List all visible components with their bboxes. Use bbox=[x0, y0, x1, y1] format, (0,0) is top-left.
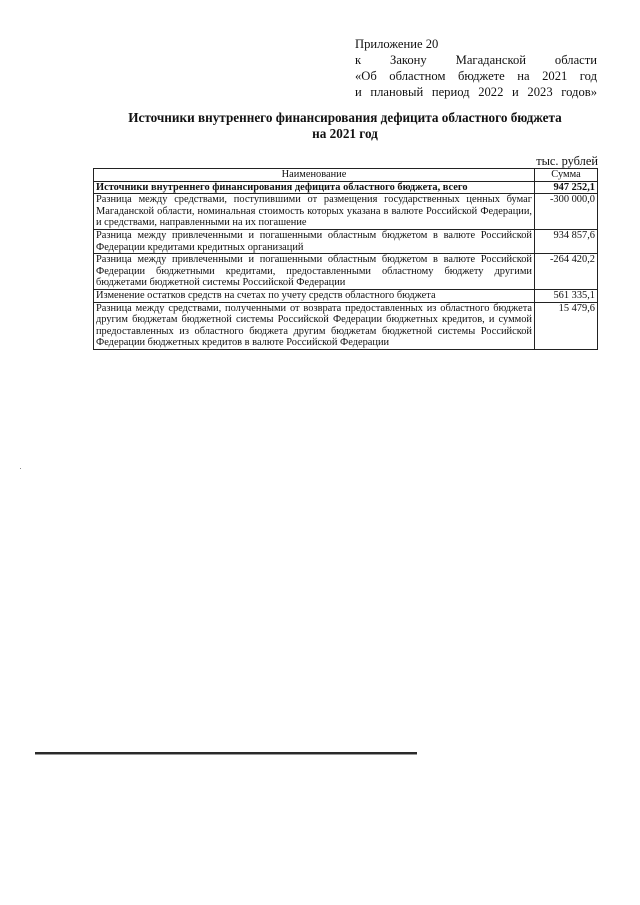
header-name: Наименование bbox=[94, 169, 535, 182]
footer-rule-shadow bbox=[35, 754, 417, 755]
row-name: Изменение остатков средств на счетах по учету средств областного бюджета bbox=[94, 289, 535, 302]
table-header-row bbox=[94, 169, 598, 182]
row-name: Разница между привлеченными и погашенными областным бюджетом в валюте Российской Федерации кредитами кредитных организаций bbox=[94, 229, 535, 253]
title-line-2: на 2021 год bbox=[312, 126, 378, 141]
scan-speck bbox=[20, 468, 21, 469]
row-name: Разница между привлеченными и погашенными областным бюджетом в валюте Российской Федерации бюджетными кредитами, предоставленными областному бюджету другими бюджетами бюджетной системы Российской Федерации bbox=[94, 254, 535, 290]
appendix-law-period: и плановый период 2022 и 2023 годов» bbox=[355, 85, 597, 99]
table-row bbox=[94, 181, 598, 194]
table-row bbox=[94, 194, 598, 230]
row-sum: 15 479,6 bbox=[535, 302, 598, 349]
financing-sources-table bbox=[93, 168, 598, 350]
appendix-law-title: «Об областном бюджете на 2021 год bbox=[355, 69, 597, 83]
table-row bbox=[94, 289, 598, 302]
row-name: Источники внутреннего финансирования дефицита областного бюджета, всего bbox=[94, 181, 535, 194]
table-row bbox=[94, 254, 598, 290]
appendix-number: Приложение 20 bbox=[355, 37, 439, 51]
table-row bbox=[94, 302, 598, 349]
row-sum: 561 335,1 bbox=[535, 289, 598, 302]
appendix-law-ref: к Закону Магаданской области bbox=[355, 53, 597, 67]
appendix-block bbox=[355, 36, 597, 100]
row-name: Разница между средствами, полученными от возврата предоставленных из областного бюджета другим бюджетам бюджетной системы Российской Федерации бюджетных кредитов, и суммой предоставленных из областного бюджета другим бюджетам бюджетной системы Российской Федерации бюджетных кредитов в валюте Российской Федерации bbox=[94, 302, 535, 349]
header-sum: Сумма bbox=[535, 169, 598, 182]
table-row bbox=[94, 229, 598, 253]
row-sum: -300 000,0 bbox=[535, 194, 598, 230]
document-title bbox=[90, 110, 600, 142]
row-sum: 934 857,6 bbox=[535, 229, 598, 253]
row-sum: 947 252,1 bbox=[535, 181, 598, 194]
title-line-1: Источники внутреннего финансирования дефицита областного бюджета bbox=[128, 110, 562, 125]
row-sum: -264 420,2 bbox=[535, 254, 598, 290]
row-name: Разница между средствами, поступившими от размещения государственных ценных бумаг Магаданской области, номинальная стоимость которых указана в валюте Российской Федерации, и средствами, направленными на их погашение bbox=[94, 194, 535, 230]
units-label: тыс. рублей bbox=[536, 154, 598, 168]
